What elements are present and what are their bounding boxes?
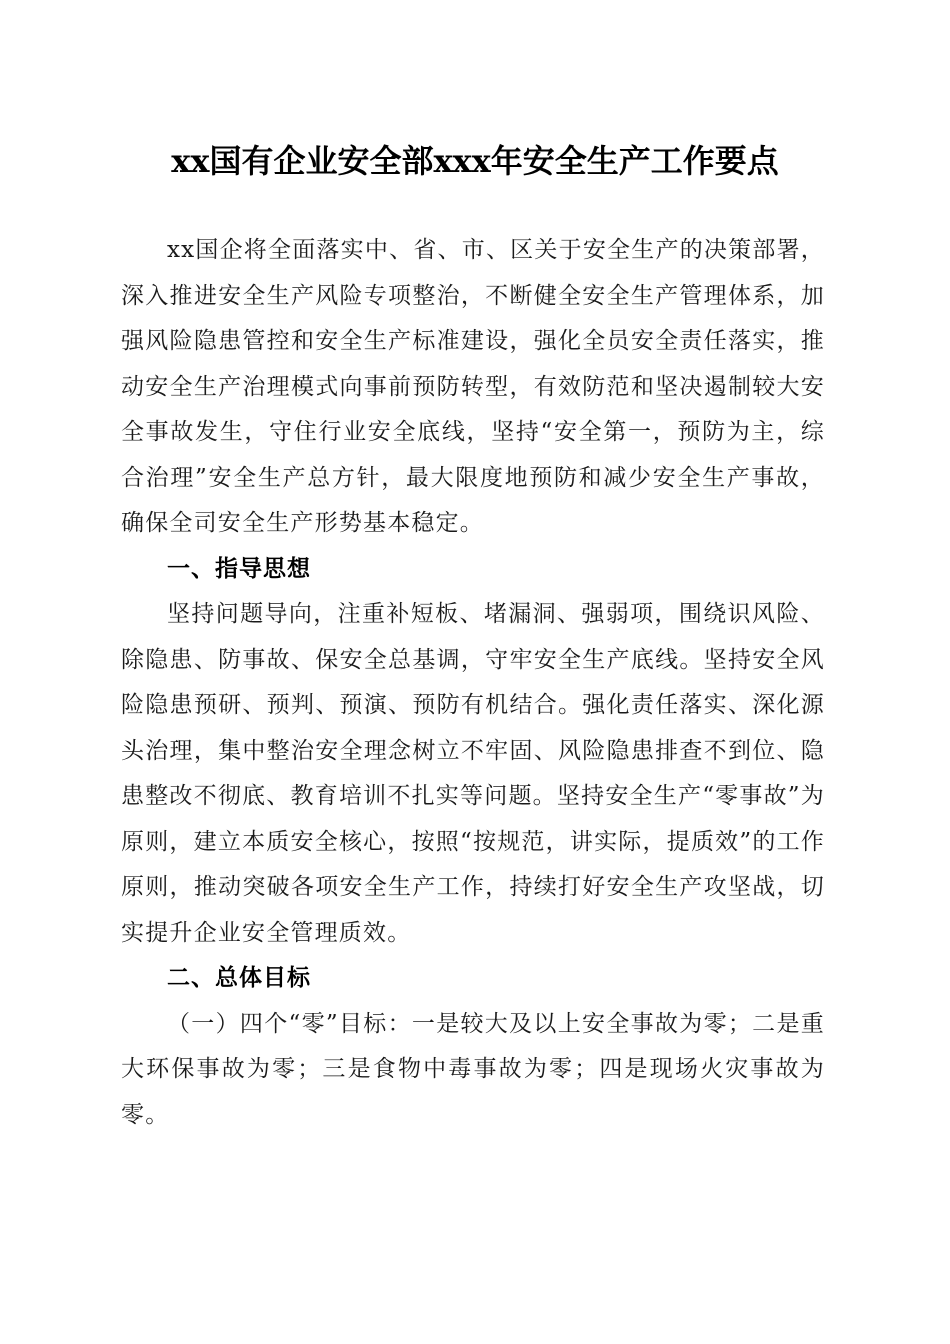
- section-heading-overall-goals: 二、总体目标: [167, 965, 311, 991]
- document-body: [121, 228, 825, 1138]
- section-heading-guiding-ideology: 一、指导思想: [167, 555, 311, 582]
- overall-goals-paragraph: （一）四个“零”目标：一是较大及以上安全事故为零；二是重大环保事故为零；三是食物中毒事故为零；四是现场火灾事故为零。: [121, 1010, 825, 1128]
- intro-paragraph: xx国企将全面落实中、省、市、区关于安全生产的决策部署，深入推进安全生产风险专项整治，不断健全安全生产管理体系，加强风险隐患管控和安全生产标准建设，强化全员安全责任落实，推动安全生产治理模式向事前预防转型，有效防范和坚决遏制较大安全事故发生，守住行业安全底线，坚持“安全第一，预防为主，综合治理”安全生产总方针，最大限度地预防和减少安全生产事故，确保全司安全生产形势基本稳定。: [121, 237, 825, 536]
- document-title: xx国有企业安全部xxx年安全生产工作要点: [171, 142, 779, 180]
- guiding-ideology-paragraph: 坚持问题导向，注重补短板、堵漏洞、强弱项，围绕识风险、除隐患、防事故、保安全总基调，守牢安全生产底线。坚持安全风险隐患预研、预判、预演、预防有机结合。强化责任落实、深化源头治理，集中整治安全理念树立不牢固、风险隐患排查不到位、隐患整改不彻底、教育培训不扎实等问题。坚持安全生产“零事故”为原则，建立本质安全核心，按照“按规范，讲实际，提质效”的工作原则，推动突破各项安全生产工作，持续打好安全生产攻坚战，切实提升企业安全管理质效。: [121, 601, 825, 946]
